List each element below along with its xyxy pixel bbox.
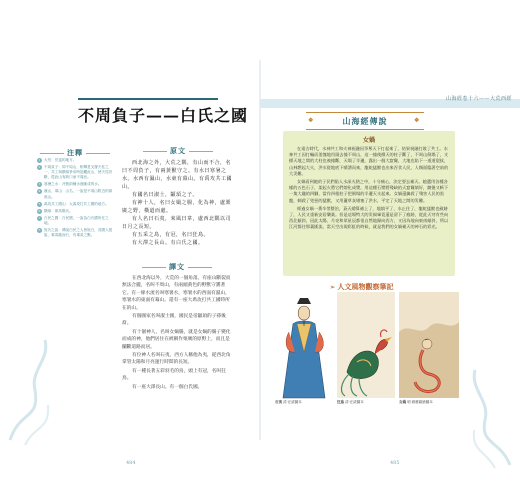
note-item [37,228,113,238]
note-item [37,216,113,226]
ornament-icon: ❖ [414,117,421,124]
story-box [283,131,455,276]
observation-heading: ➢ 人文風物觀察筆記 [330,282,394,291]
ornament-icon: ❖ [308,117,315,124]
note-text: 姓氏之說：傳說白民之人皆姓白，其國人披髮，乘黃龍而行，有乘黃之獸。 [44,228,113,238]
note-item [37,189,113,199]
note-text: 大荒：荒遠的地方。 [44,158,77,162]
note-text: 不周負子：即不周山，相傳是支撐天柱之一，共工與顓頊爭帝時怒觸此山，使天柱折斷，從此山有缺口而不周匝。 [44,165,113,180]
original-paragraph: 有神十人，名曰女媧之腸，化為神，處栗廣之野，橫道而處。 [122,200,232,214]
story-paragraph: 女媧看到她的子民們陷入水深火熱之中，十分痛心，決定要去補天。她選用各種各樣的五色石子，架起火將它們熔化成漿，用這種石漿將殘缺的天窟窿填好，隨後又斬下一隻大龜的四腳，當作四根柱子把倒塌的半邊天支起來。女媧還擒殺了殘害人民的黑龍，刺殺了兇惡的猛獸，又用蘆草灰堵塞了洪水，平定了天地之間的災難。 [289,179,449,203]
note-text: 禹攻共工國山：大禹攻打共工國的地方。 [44,201,109,206]
translation-heading: 譯文 [122,262,232,272]
translation-paragraph: 有個國家名叫淑士國，國民是帝顓頊的子孫後裔。 [122,314,226,327]
note-number: 7 [38,215,41,220]
legend-heading: 山海經傳說 [342,115,388,126]
story-title: 女媧 [362,137,375,144]
note-item [37,182,113,187]
notes-heading: 注釋 [37,148,113,158]
book-spine [259,60,261,440]
original-paragraph: 有大澤之長山。有白氏之國。 [132,240,204,246]
note-text: 寒暑之水：冷熱兩種水流匯成的水。 [44,182,102,187]
translation-paragraph: 有一座大澤長山。有一個白氏國。 [132,384,203,390]
note-text: 濕山、幕山：山名，一說是不周山附近的兩座山。 [44,189,113,199]
notes-panel [37,148,113,266]
original-heading: 原文 [122,146,234,156]
page-title: 不周負子——白氏之國 [78,106,249,125]
original-text-section [122,146,234,247]
note-number: 8 [38,228,41,233]
running-head: 山海經卷十六——大荒西經 [445,96,512,102]
page-number-right: 485 [390,460,400,466]
original-paragraph: 有國名曰淑士，顓頊之子。 [132,192,199,198]
translation-section [122,262,232,392]
note-item [37,202,113,207]
arrow-icon: ➢ [330,284,336,291]
caption-kuangniao: 狂鳥 清·汪紱圖本 [337,400,364,404]
original-paragraph: 有人名曰石夷，來風曰韋，處西北隅以司日月之長短。 [122,216,232,230]
note-number: 4 [38,189,41,194]
translation-paragraph: 有一種長著五彩羽毛的鳥，頭上有冠，名叫狂鳥。 [122,368,226,382]
note-text: 顓頊：即高陽氏。 [44,208,73,213]
original-paragraph: 有五采之鳥，有冠，名曰狂鳥。 [132,232,210,238]
note-text: 白民之國：白民國，一說為白氏國所在之地。 [44,215,109,225]
translation-paragraph: 有位神人名叫石夷，西方人稱他為夷，從西北角掌管太陽和月亮運行時間的長短。 [122,353,231,366]
nuwa-illustration [399,292,459,400]
caption-shiyi: 石夷 清·汪紱圖本 [275,400,302,404]
note-number: 6 [38,208,41,213]
note-item [37,209,113,214]
story-paragraph: 在遠古時代，水神共工和火神祝融因爭奪天下打起來了，結果祝融打敗了共工。水神共工因打輸而羞愧地用頭去撞不周山，這一撞使撐天的柱子斷了，不周山倒塌了，支撐天地之間的大柱也被撞斷，天塌了半邊，露出一個大窟窿，大地也陷下一道道裂紋，山林燃起大火，洪水從地底下噴湧而來，龍蛇猛獸也出來吞食人民，人類面臨著空前的大災難。 [289,146,449,176]
note-number: 3 [38,182,41,187]
shiyi-illustration [275,292,333,400]
note-item [37,158,113,163]
cloud-ornament-icon [0,330,60,450]
original-paragraph: 西北海之外，大荒之隅，有山而不合，名曰不周負子，有兩黃獸守之。有水曰寒暑之水。水西有濕山，水東有幕山。有禹攻共工國山。 [122,160,233,190]
notes-list [37,158,113,238]
cloud-ornament-icon [460,360,520,470]
translation-paragraph: 有十個神人，名叫女媧腸，就是女媧的腸子變化而成的神，他們居住在被稱作栗廣的原野上，而且是攔斷道路而居。 [122,329,231,350]
illustrations [275,292,460,412]
note-number: 5 [38,201,41,206]
page-number-left: 484 [126,460,136,466]
title-rule [78,98,218,100]
translation-paragraph: 在西北海以外，大荒的一個角落，有座山斷裂而無法合攏，名叫不周山，有兩頭黃色的野獸守護著它。有一條水流名叫寒暑水，寒暑水的西面有濕山，寒暑水的東面有幕山。還有一座大禹攻打共工國時所在的山。 [122,276,231,311]
note-item [37,165,113,180]
note-number: 1 [38,158,41,162]
caption-nuwa: 女媧 明·蔣應鎬繪圖本 [399,400,433,404]
legend-banner [306,112,424,130]
story-paragraph: 經過女媧一番辛勞整治，蒼天總算補上了，地填平了，水止住了，龍蛇猛獸也斂跡了，人民又重新安居樂業。但是這場特大的災禍畢竟還是留下了痕跡，從此天穹有些向西北傾斜，因此太陽、月亮和眾星辰都很自然地歸向西方，又因為地向東南傾斜，所以江河都往那裏匯流。當天空出現彩虹的時候，就是我們的女媧補天的神石的彩光。 [289,205,449,230]
kuangniao-illustration [337,292,395,400]
note-number: 2 [38,165,41,170]
